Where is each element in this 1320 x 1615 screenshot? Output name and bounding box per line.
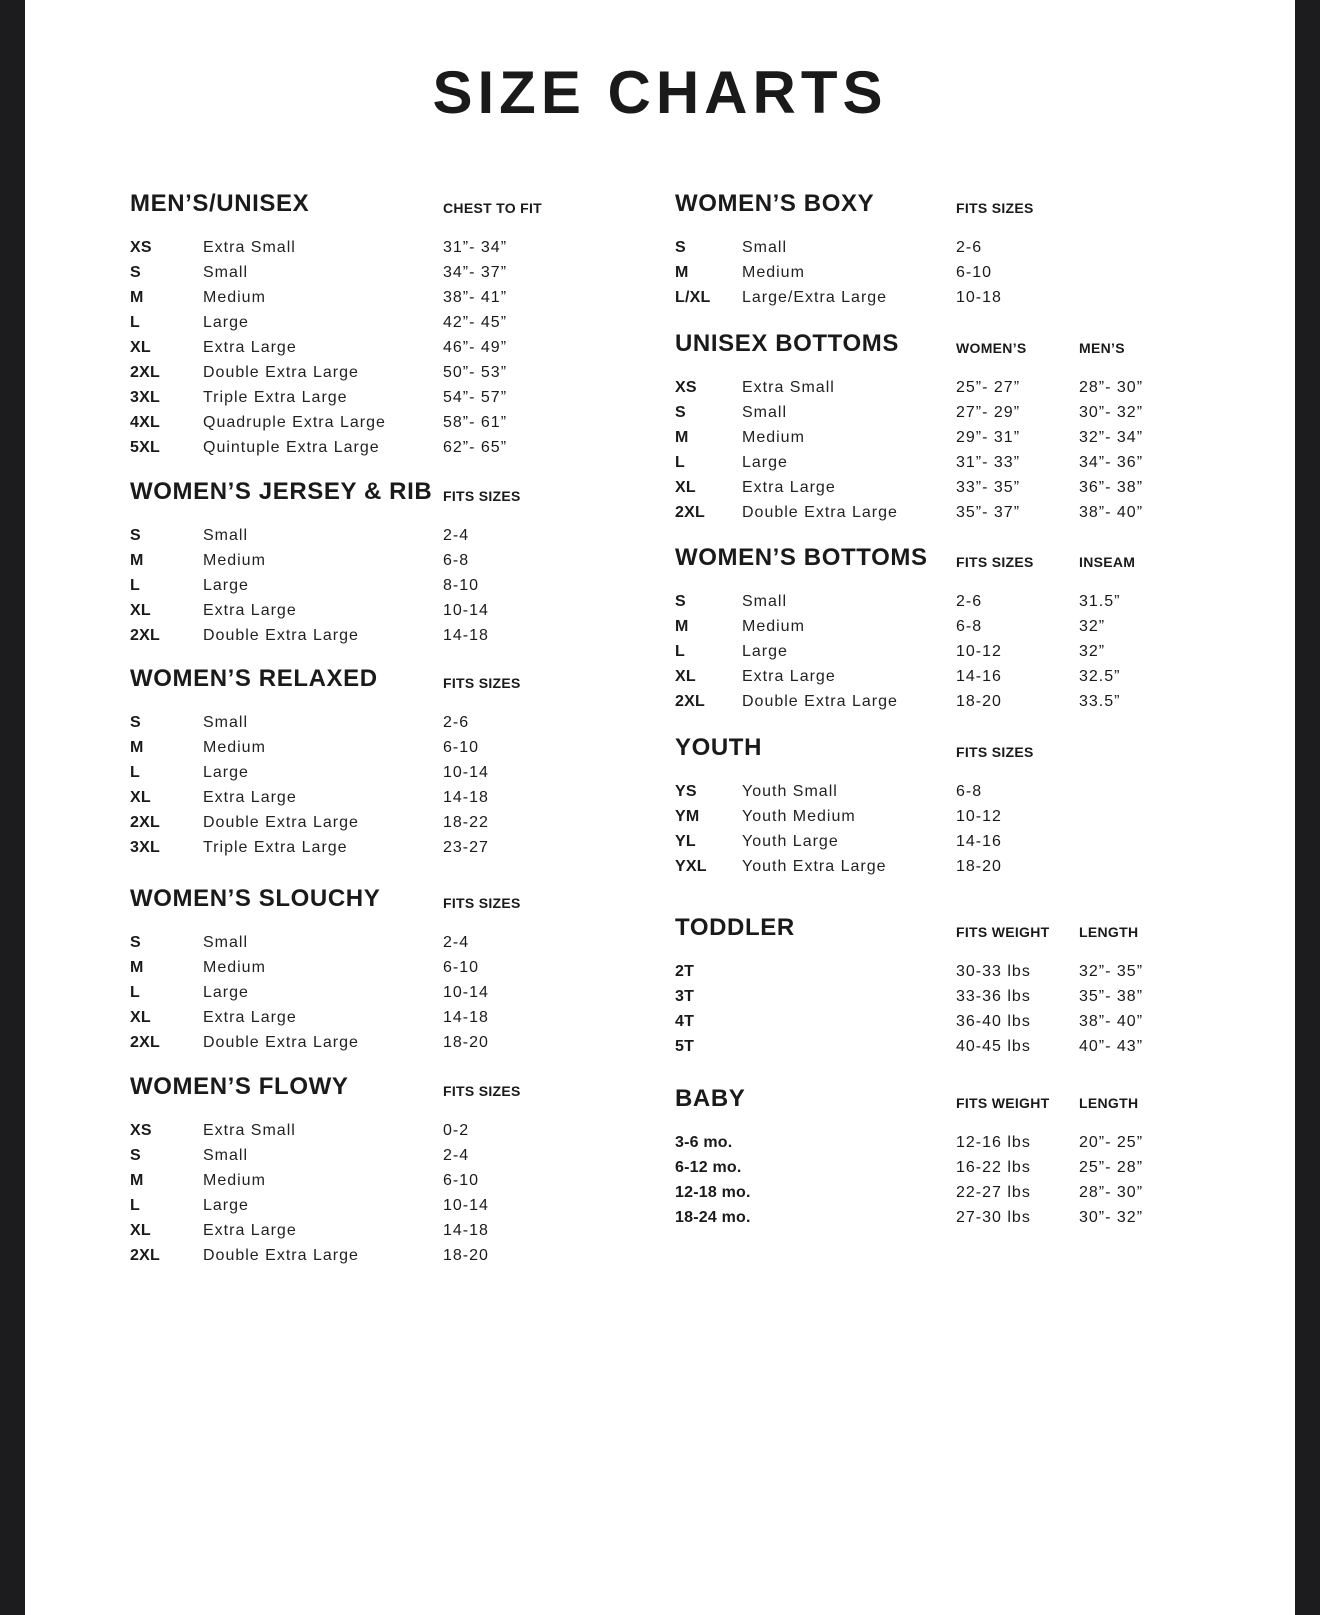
column-header: INSEAM bbox=[1079, 554, 1136, 570]
size-row bbox=[675, 857, 1195, 882]
size-row bbox=[675, 692, 1195, 717]
size-code: M bbox=[675, 264, 689, 281]
size-value: 2-6 bbox=[956, 593, 983, 610]
size-value: 14-18 bbox=[443, 1009, 489, 1026]
size-value: 32.5” bbox=[1079, 668, 1121, 685]
size-code: S bbox=[130, 1147, 141, 1164]
size-value: 31”- 34” bbox=[443, 239, 508, 256]
size-code: 3XL bbox=[130, 389, 160, 406]
size-row bbox=[675, 378, 1195, 403]
size-value: 23-27 bbox=[443, 839, 489, 856]
size-value: 33.5” bbox=[1079, 693, 1121, 710]
size-value: 20”- 25” bbox=[1079, 1134, 1144, 1151]
size-value: 32”- 35” bbox=[1079, 963, 1144, 980]
size-value: 2-6 bbox=[956, 239, 983, 256]
size-row bbox=[130, 983, 650, 1008]
size-row bbox=[130, 838, 650, 863]
size-name: Small bbox=[203, 1147, 249, 1164]
size-row bbox=[130, 288, 650, 313]
size-name: Double Extra Large bbox=[203, 814, 359, 831]
size-name: Double Extra Large bbox=[742, 693, 898, 710]
size-value: 2-4 bbox=[443, 934, 470, 951]
size-value: 58”- 61” bbox=[443, 414, 508, 431]
column-header: FITS SIZES bbox=[443, 488, 521, 504]
size-name: Triple Extra Large bbox=[203, 839, 348, 856]
size-value: 8-10 bbox=[443, 577, 480, 594]
size-code: 2XL bbox=[130, 627, 160, 644]
size-name: Extra Small bbox=[742, 379, 835, 396]
size-code: 3T bbox=[675, 988, 695, 1005]
size-code: S bbox=[130, 934, 141, 951]
column-header: FITS SIZES bbox=[443, 895, 521, 911]
size-name: Medium bbox=[742, 264, 805, 281]
size-value: 34”- 37” bbox=[443, 264, 508, 281]
column-header: FITS SIZES bbox=[956, 200, 1034, 216]
size-row bbox=[130, 788, 650, 813]
size-name: Youth Medium bbox=[742, 808, 856, 825]
size-row bbox=[130, 738, 650, 763]
size-name: Large bbox=[203, 1197, 249, 1214]
size-value: 32” bbox=[1079, 643, 1106, 660]
size-row bbox=[675, 1037, 1195, 1062]
column-header: LENGTH bbox=[1079, 924, 1139, 940]
size-value: 18-20 bbox=[443, 1034, 489, 1051]
column-header: FITS SIZES bbox=[443, 675, 521, 691]
size-row bbox=[130, 1008, 650, 1033]
size-code: M bbox=[130, 289, 144, 306]
size-chart-page bbox=[25, 0, 1295, 1615]
size-code: L bbox=[130, 577, 140, 594]
size-name: Large bbox=[203, 577, 249, 594]
size-name: Small bbox=[203, 934, 249, 951]
size-value: 40”- 43” bbox=[1079, 1038, 1144, 1055]
size-value: 33-36 lbs bbox=[956, 988, 1031, 1005]
size-name: Medium bbox=[742, 429, 805, 446]
size-row bbox=[130, 576, 650, 601]
size-row bbox=[675, 1012, 1195, 1037]
size-code: XL bbox=[130, 339, 151, 356]
size-name: Medium bbox=[742, 618, 805, 635]
size-value: 28”- 30” bbox=[1079, 379, 1144, 396]
size-row bbox=[675, 782, 1195, 807]
column-header: FITS WEIGHT bbox=[956, 1095, 1050, 1111]
size-value: 6-8 bbox=[956, 618, 983, 635]
size-value: 6-8 bbox=[956, 783, 983, 800]
section-title: WOMEN’S JERSEY & RIB bbox=[130, 478, 433, 505]
size-code: 5T bbox=[675, 1038, 695, 1055]
size-code: L/XL bbox=[675, 289, 711, 306]
section-title: YOUTH bbox=[675, 734, 762, 761]
size-code: M bbox=[130, 552, 144, 569]
size-row bbox=[130, 1171, 650, 1196]
size-value: 34”- 36” bbox=[1079, 454, 1144, 471]
size-value: 10-18 bbox=[956, 289, 1002, 306]
size-value: 10-14 bbox=[443, 1197, 489, 1214]
size-value: 18-20 bbox=[956, 858, 1002, 875]
size-code: XL bbox=[130, 1009, 151, 1026]
size-value: 30”- 32” bbox=[1079, 1209, 1144, 1226]
size-name: Medium bbox=[203, 739, 266, 756]
size-value: 30-33 lbs bbox=[956, 963, 1031, 980]
size-value: 2-6 bbox=[443, 714, 470, 731]
size-value: 6-8 bbox=[443, 552, 470, 569]
size-value: 27”- 29” bbox=[956, 404, 1021, 421]
size-value: 2-4 bbox=[443, 527, 470, 544]
size-value: 18-20 bbox=[956, 693, 1002, 710]
size-row bbox=[130, 388, 650, 413]
size-name: Extra Large bbox=[742, 479, 836, 496]
page-title: SIZE CHARTS bbox=[432, 59, 888, 126]
size-value: 54”- 57” bbox=[443, 389, 508, 406]
size-row bbox=[130, 338, 650, 363]
size-code: XL bbox=[130, 602, 151, 619]
size-name: Small bbox=[742, 593, 788, 610]
size-row bbox=[675, 617, 1195, 642]
size-value: 18-22 bbox=[443, 814, 489, 831]
size-code: XL bbox=[675, 479, 696, 496]
column-header: FITS SIZES bbox=[443, 1083, 521, 1099]
size-row bbox=[675, 1208, 1195, 1233]
size-row bbox=[130, 933, 650, 958]
size-name: Small bbox=[203, 264, 249, 281]
size-row bbox=[675, 1158, 1195, 1183]
size-code: L bbox=[130, 314, 140, 331]
size-name: Large bbox=[203, 314, 249, 331]
size-row bbox=[130, 626, 650, 651]
section-title: MEN’S/UNISEX bbox=[130, 190, 310, 217]
size-name: Extra Large bbox=[203, 602, 297, 619]
size-row bbox=[675, 642, 1195, 667]
size-code: 18-24 mo. bbox=[675, 1209, 751, 1226]
size-name: Extra Large bbox=[203, 339, 297, 356]
size-value: 32”- 34” bbox=[1079, 429, 1144, 446]
size-name: Medium bbox=[203, 552, 266, 569]
size-name: Large/Extra Large bbox=[742, 289, 888, 306]
size-value: 14-18 bbox=[443, 789, 489, 806]
size-value: 22-27 lbs bbox=[956, 1184, 1031, 1201]
column-header: CHEST TO FIT bbox=[443, 200, 543, 216]
size-value: 31.5” bbox=[1079, 593, 1121, 610]
size-row bbox=[675, 832, 1195, 857]
size-value: 35”- 37” bbox=[956, 504, 1021, 521]
size-code: XL bbox=[130, 1222, 151, 1239]
size-code: 6-12 mo. bbox=[675, 1159, 742, 1176]
size-value: 2-4 bbox=[443, 1147, 470, 1164]
size-row bbox=[675, 987, 1195, 1012]
size-name: Medium bbox=[203, 1172, 266, 1189]
size-row bbox=[675, 962, 1195, 987]
size-name: Large bbox=[203, 984, 249, 1001]
size-code: L bbox=[130, 1197, 140, 1214]
size-value: 35”- 38” bbox=[1079, 988, 1144, 1005]
section-title: BABY bbox=[675, 1085, 746, 1112]
size-name: Extra Large bbox=[742, 668, 836, 685]
size-row bbox=[130, 1221, 650, 1246]
size-value: 42”- 45” bbox=[443, 314, 508, 331]
size-value: 31”- 33” bbox=[956, 454, 1021, 471]
size-code: M bbox=[130, 739, 144, 756]
section-title: WOMEN’S FLOWY bbox=[130, 1073, 349, 1100]
size-code: XL bbox=[130, 789, 151, 806]
size-name: Double Extra Large bbox=[742, 504, 898, 521]
column-header: LENGTH bbox=[1079, 1095, 1139, 1111]
size-name: Medium bbox=[203, 289, 266, 306]
size-value: 29”- 31” bbox=[956, 429, 1021, 446]
section-title: WOMEN’S BOTTOMS bbox=[675, 544, 928, 571]
column-header: MEN’S bbox=[1079, 340, 1125, 356]
section-title: WOMEN’S RELAXED bbox=[130, 665, 378, 692]
size-code: L bbox=[130, 984, 140, 1001]
size-name: Small bbox=[742, 404, 788, 421]
size-value: 0-2 bbox=[443, 1122, 470, 1139]
size-value: 38”- 41” bbox=[443, 289, 508, 306]
column-header: FITS SIZES bbox=[956, 554, 1034, 570]
size-row bbox=[130, 1121, 650, 1146]
size-value: 14-18 bbox=[443, 627, 489, 644]
size-code: S bbox=[130, 527, 141, 544]
size-row bbox=[675, 428, 1195, 453]
size-value: 14-16 bbox=[956, 668, 1002, 685]
size-name: Quintuple Extra Large bbox=[203, 439, 380, 456]
size-row bbox=[130, 601, 650, 626]
size-code: L bbox=[675, 643, 685, 660]
size-code: M bbox=[675, 429, 689, 446]
size-value: 10-14 bbox=[443, 602, 489, 619]
size-name: Large bbox=[203, 764, 249, 781]
size-name: Youth Extra Large bbox=[742, 858, 887, 875]
size-row bbox=[130, 763, 650, 788]
size-value: 38”- 40” bbox=[1079, 1013, 1144, 1030]
size-value: 6-10 bbox=[443, 739, 480, 756]
size-code: 4T bbox=[675, 1013, 695, 1030]
size-value: 46”- 49” bbox=[443, 339, 508, 356]
size-value: 25”- 27” bbox=[956, 379, 1021, 396]
size-row bbox=[130, 313, 650, 338]
size-value: 14-16 bbox=[956, 833, 1002, 850]
size-name: Double Extra Large bbox=[203, 364, 359, 381]
size-value: 28”- 30” bbox=[1079, 1184, 1144, 1201]
size-code: YL bbox=[675, 833, 696, 850]
size-name: Quadruple Extra Large bbox=[203, 414, 386, 431]
size-row bbox=[130, 526, 650, 551]
size-name: Double Extra Large bbox=[203, 1034, 359, 1051]
size-value: 27-30 lbs bbox=[956, 1209, 1031, 1226]
size-row bbox=[675, 288, 1195, 313]
size-value: 33”- 35” bbox=[956, 479, 1021, 496]
size-code: 3-6 mo. bbox=[675, 1134, 733, 1151]
size-row bbox=[675, 478, 1195, 503]
section-title: WOMEN’S BOXY bbox=[675, 190, 875, 217]
size-name: Extra Large bbox=[203, 1009, 297, 1026]
size-code: S bbox=[675, 239, 686, 256]
size-row bbox=[675, 592, 1195, 617]
size-code: M bbox=[130, 959, 144, 976]
size-row bbox=[130, 1033, 650, 1058]
size-code: 5XL bbox=[130, 439, 160, 456]
size-code: S bbox=[130, 714, 141, 731]
size-code: XS bbox=[675, 379, 697, 396]
size-value: 12-16 lbs bbox=[956, 1134, 1031, 1151]
size-code: M bbox=[130, 1172, 144, 1189]
size-name: Triple Extra Large bbox=[203, 389, 348, 406]
size-name: Double Extra Large bbox=[203, 627, 359, 644]
size-code: YM bbox=[675, 808, 700, 825]
size-code: 12-18 mo. bbox=[675, 1184, 751, 1201]
size-name: Youth Large bbox=[742, 833, 839, 850]
size-row bbox=[675, 403, 1195, 428]
size-name: Extra Large bbox=[203, 1222, 297, 1239]
size-value: 38”- 40” bbox=[1079, 504, 1144, 521]
size-value: 36-40 lbs bbox=[956, 1013, 1031, 1030]
size-code: S bbox=[130, 264, 141, 281]
size-code: 2XL bbox=[130, 1247, 160, 1264]
size-name: Extra Small bbox=[203, 239, 296, 256]
size-value: 18-20 bbox=[443, 1247, 489, 1264]
size-value: 50”- 53” bbox=[443, 364, 508, 381]
size-code: 4XL bbox=[130, 414, 160, 431]
size-code: YS bbox=[675, 783, 697, 800]
size-value: 6-10 bbox=[956, 264, 993, 281]
size-value: 6-10 bbox=[443, 959, 480, 976]
size-row bbox=[675, 453, 1195, 478]
size-code: 2XL bbox=[675, 693, 705, 710]
size-value: 16-22 lbs bbox=[956, 1159, 1031, 1176]
size-row bbox=[130, 958, 650, 983]
size-row bbox=[130, 713, 650, 738]
size-code: XS bbox=[130, 239, 152, 256]
size-code: S bbox=[675, 404, 686, 421]
size-code: 2XL bbox=[130, 364, 160, 381]
size-code: 2T bbox=[675, 963, 695, 980]
size-value: 6-10 bbox=[443, 1172, 480, 1189]
size-row bbox=[130, 263, 650, 288]
column-header: FITS SIZES bbox=[956, 744, 1034, 760]
size-row bbox=[675, 238, 1195, 263]
section-title: WOMEN’S SLOUCHY bbox=[130, 885, 381, 912]
size-row bbox=[130, 438, 650, 463]
size-row bbox=[675, 263, 1195, 288]
size-code: XS bbox=[130, 1122, 152, 1139]
column-header: FITS WEIGHT bbox=[956, 924, 1050, 940]
size-row bbox=[130, 238, 650, 263]
size-code: S bbox=[675, 593, 686, 610]
size-row bbox=[675, 503, 1195, 528]
size-row bbox=[130, 1146, 650, 1171]
size-row bbox=[130, 1196, 650, 1221]
size-row bbox=[675, 807, 1195, 832]
size-row bbox=[130, 363, 650, 388]
size-name: Large bbox=[742, 643, 788, 660]
size-value: 10-14 bbox=[443, 764, 489, 781]
size-name: Extra Large bbox=[203, 789, 297, 806]
size-value: 30”- 32” bbox=[1079, 404, 1144, 421]
size-name: Small bbox=[742, 239, 788, 256]
size-code: L bbox=[130, 764, 140, 781]
size-code: YXL bbox=[675, 858, 707, 875]
size-row bbox=[130, 551, 650, 576]
size-code: M bbox=[675, 618, 689, 635]
column-header: WOMEN’S bbox=[956, 340, 1027, 356]
size-row bbox=[675, 1133, 1195, 1158]
section-title: UNISEX BOTTOMS bbox=[675, 330, 899, 357]
size-row bbox=[675, 667, 1195, 692]
size-code: XL bbox=[675, 668, 696, 685]
size-value: 10-12 bbox=[956, 643, 1002, 660]
size-value: 36”- 38” bbox=[1079, 479, 1144, 496]
size-value: 10-12 bbox=[956, 808, 1002, 825]
size-value: 14-18 bbox=[443, 1222, 489, 1239]
size-code: 3XL bbox=[130, 839, 160, 856]
size-name: Small bbox=[203, 714, 249, 731]
size-row bbox=[130, 413, 650, 438]
size-name: Extra Small bbox=[203, 1122, 296, 1139]
size-row bbox=[130, 1246, 650, 1271]
size-value: 40-45 lbs bbox=[956, 1038, 1031, 1055]
size-code: 2XL bbox=[675, 504, 705, 521]
size-name: Youth Small bbox=[742, 783, 838, 800]
size-name: Large bbox=[742, 454, 788, 471]
size-name: Double Extra Large bbox=[203, 1247, 359, 1264]
size-value: 25”- 28” bbox=[1079, 1159, 1144, 1176]
section-title: TODDLER bbox=[675, 914, 795, 941]
size-value: 62”- 65” bbox=[443, 439, 508, 456]
size-name: Medium bbox=[203, 959, 266, 976]
size-value: 10-14 bbox=[443, 984, 489, 1001]
size-code: 2XL bbox=[130, 814, 160, 831]
size-row bbox=[675, 1183, 1195, 1208]
size-row bbox=[130, 813, 650, 838]
size-code: L bbox=[675, 454, 685, 471]
size-name: Small bbox=[203, 527, 249, 544]
size-code: 2XL bbox=[130, 1034, 160, 1051]
size-value: 32” bbox=[1079, 618, 1106, 635]
